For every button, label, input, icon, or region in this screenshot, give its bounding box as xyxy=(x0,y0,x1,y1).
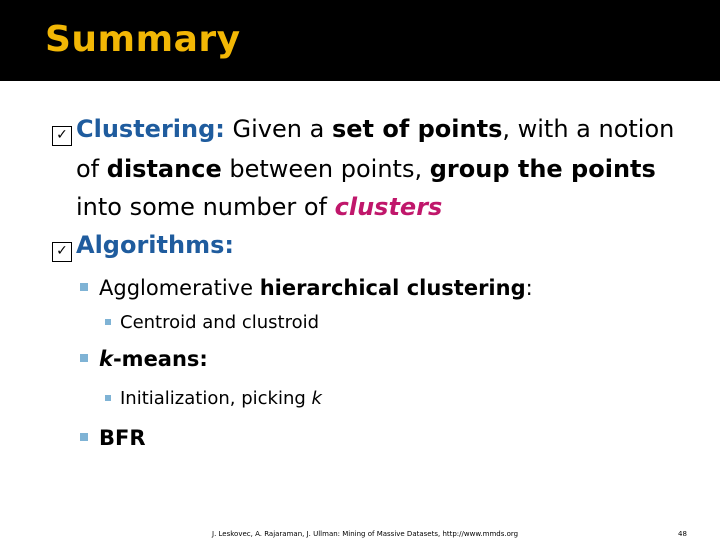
text: : xyxy=(525,276,533,300)
text: , with a notion xyxy=(502,115,675,143)
square-bullet-icon xyxy=(105,395,111,401)
bold-text: BFR xyxy=(99,426,146,450)
square-bullet-icon xyxy=(105,319,111,325)
bullet-bfr xyxy=(80,426,146,451)
clusters-emphasis: clusters xyxy=(334,193,443,221)
bullet-kmeans xyxy=(80,347,208,372)
text: Centroid and clustroid xyxy=(120,312,320,333)
slide-title: Summary xyxy=(45,19,241,60)
square-bullet-icon xyxy=(80,283,88,291)
bold-text: -means: xyxy=(112,347,208,371)
text: Agglomerative xyxy=(99,276,260,300)
text: Given a xyxy=(224,115,332,143)
text: into some number of xyxy=(76,193,335,221)
clustering-label: Clustering: xyxy=(76,115,225,143)
bullet-agglomerative xyxy=(80,276,533,301)
bold-text: hierarchical clustering xyxy=(259,276,526,300)
text: between points, xyxy=(221,155,430,183)
k-italic: k xyxy=(99,347,113,371)
square-bullet-icon xyxy=(80,354,88,362)
checkbox-bullet-icon: ✓ xyxy=(52,126,72,146)
bold-text: group the points xyxy=(429,155,656,183)
k-italic: k xyxy=(311,388,322,409)
text: Initialization, picking xyxy=(120,388,312,409)
footer-citation: J. Leskovec, A. Rajaraman, J. Ullman: Mining of Massive Datasets, http://www.mmds.org xyxy=(212,530,519,538)
bullet-clustering-line2 xyxy=(52,155,656,184)
bullet-initialization xyxy=(105,388,322,410)
algorithms-label: Algorithms: xyxy=(76,231,234,259)
bullet-clustering-line3 xyxy=(52,193,442,222)
square-bullet-icon xyxy=(80,433,88,441)
checkbox-bullet-icon: ✓ xyxy=(52,242,72,262)
bullet-clustering xyxy=(52,115,674,146)
bold-text: distance xyxy=(106,155,222,183)
page-number: 48 xyxy=(678,530,687,538)
text: of xyxy=(76,155,107,183)
bullet-centroid xyxy=(105,312,319,334)
bold-text: set of points xyxy=(331,115,503,143)
bullet-algorithms xyxy=(52,231,234,262)
